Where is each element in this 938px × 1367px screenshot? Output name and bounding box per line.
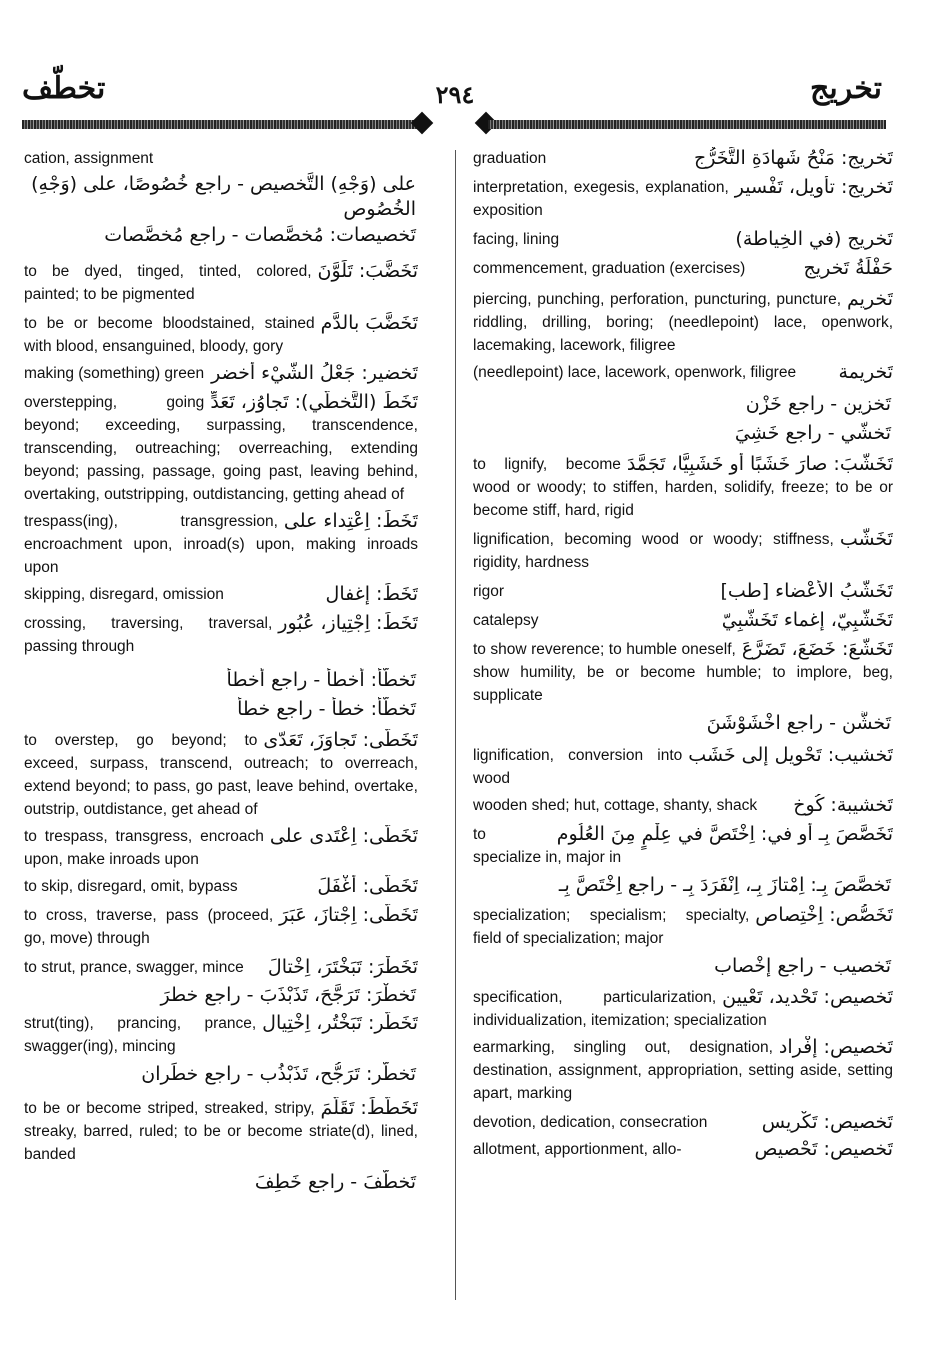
- arabic-headword: تَخَشَّبَ: صارَ خَشَبًا أو خَشَبِيًّا، تَجَمَّدَ: [626, 453, 893, 476]
- arabic-headword: حَفْلَةُ تَخريج: [803, 257, 893, 279]
- dictionary-entry: [24, 391, 418, 506]
- english-definition: lignification, becoming wood or woody; stiffness, rigidity, hardness: [473, 531, 834, 572]
- arabic-cross-reference: تَخطّأ: خطأ - راجع خطأ: [237, 697, 416, 720]
- arabic-headword: تَخَطّى: تَجاوَزَ، تَعَدّى: [263, 729, 418, 752]
- left-running-head: تخطّف: [22, 71, 106, 106]
- dictionary-entry: [24, 362, 418, 385]
- arabic-headword: تَخريمة: [838, 361, 893, 383]
- english-definition: (needlepoint) lace, lacework, openwork, filigree: [473, 364, 797, 381]
- dictionary-entry: [24, 825, 418, 871]
- arabic-cross-reference: تَخزين - راجع خَزْن: [745, 393, 891, 415]
- dictionary-entry: [473, 823, 893, 869]
- arabic-headword: تَخَطّى: اِجْتازَ، عَبَرَ: [279, 904, 418, 927]
- header-rule-right: [488, 120, 886, 129]
- dictionary-entry: [473, 361, 893, 384]
- arabic-headword: تَخريج (في الخِياطة): [735, 228, 893, 250]
- arabic-headword: تَخَضَّبَ بالدَّم: [320, 312, 418, 335]
- english-definition: to strut, prance, swagger, mince: [24, 959, 244, 977]
- arabic-cross-reference: تَخصيب - راجع إخْصاب: [714, 954, 891, 977]
- arabic-headword: تَخَشُّبِيّ، إغماء تَخَشُّبِيّ: [721, 609, 893, 632]
- dictionary-entry: [24, 1170, 418, 1195]
- dictionary-entry: [24, 983, 418, 1008]
- english-definition: rigor: [473, 583, 505, 601]
- arabic-headword: تَخَطْرَ: تَبَخْتَرَ، اِخْتالَ: [267, 956, 418, 979]
- dictionary-entry: [24, 172, 418, 221]
- english-definition: specification, particularization, individualization, itemization; specialization: [473, 989, 767, 1030]
- arabic-headword: تَخصيص: إفْراد: [778, 1036, 893, 1059]
- dictionary-entry: [473, 257, 893, 280]
- english-definition: to overstep, go beyond; to exceed, surpass, transcend, outreach; to overreach, extend beyond; to pass, go past, leave behind, overtake, outstrip, outdistance, get ahead of: [24, 732, 418, 819]
- dictionary-entry: [24, 697, 418, 722]
- arabic-headword: تَخشيبة: كُوخ: [793, 794, 893, 817]
- english-definition: lignification, conversion into wood: [473, 747, 683, 788]
- arabic-headword: تَخريج: تأويل، تَفْسير: [734, 176, 893, 198]
- arabic-headword: تَخريج: مَنْحُ شَهادَةِ التَّخَرُّج: [694, 147, 893, 169]
- dictionary-entry: [24, 612, 418, 658]
- dictionary-entry: [24, 312, 418, 358]
- arabic-headword: تَخَطٍّ: إغفال: [325, 583, 418, 606]
- english-definition: to be dyed, tinged, tinted, colored, painted; to be pigmented: [24, 263, 312, 304]
- english-definition: devotion, dedication, consecration: [473, 1114, 708, 1132]
- english-definition: to show reverence; to humble oneself, show humility, be or become humble; to implore, beg, supplicate: [473, 641, 893, 705]
- arabic-headword: تَخَضَّبَ: تَلَوَّنَ: [317, 260, 418, 283]
- dictionary-entry: [24, 1097, 418, 1166]
- arabic-cross-reference: تَخشّي - راجع خَشِيَ: [734, 421, 891, 444]
- dictionary-entry: [473, 1138, 893, 1161]
- english-definition: crossing, traversing, traversal, passing through: [24, 615, 273, 656]
- dictionary-entry: [473, 1036, 893, 1105]
- right-running-head: تخريج: [810, 71, 882, 106]
- english-definition: to be or become bloodstained, stained with blood, ensanguined, bloody, gory: [24, 315, 315, 356]
- dictionary-entry: [473, 288, 893, 357]
- page-number: ٢٩٤: [435, 80, 475, 109]
- english-definition: piercing, punching, perforation, puncturing, puncture, riddling, drilling, boring; (needlepoint) lace, openwork, lacemaking, lacework, filigree: [473, 291, 893, 354]
- arabic-headword: تَخصيص: تَحْديد، تَعْيين: [722, 986, 893, 1009]
- arabic-cross-reference: على (وَجْهِ) التَّخصيص - راجع خُصُوصًا، على (وَجْهِ) الخُصُوص: [31, 173, 416, 220]
- dictionary-entry: [473, 580, 893, 603]
- english-definition: to skip, disregard, omit, bypass: [24, 878, 238, 896]
- arabic-headword: تَخَطَّطَ: تَقَلَّمَ: [320, 1096, 418, 1119]
- dictionary-entry: [473, 392, 893, 417]
- english-definition: to trespass, transgress, encroach upon, make inroads upon: [24, 828, 264, 869]
- english-definition: to cross, traverse, pass (proceed, go, move) through: [24, 907, 274, 948]
- dictionary-entry: [473, 986, 893, 1032]
- english-definition: allotment, apportionment, allo-: [473, 1141, 682, 1159]
- arabic-cross-reference: تَخطَّفَ - راجع خَطِفَ: [254, 1170, 416, 1193]
- english-definition: facing, lining: [473, 231, 560, 248]
- dictionary-entry: [473, 528, 893, 574]
- dictionary-entry: [473, 638, 893, 707]
- english-definition: cation, assignment: [24, 150, 154, 167]
- arabic-headword: تَخَشُّبُ الأعْضاء [طب]: [720, 580, 893, 603]
- dictionary-entry: [473, 954, 893, 979]
- header-rule-left: [22, 120, 420, 129]
- arabic-headword: تَخريم: [847, 288, 893, 310]
- english-definition: interpretation, exegesis, explanation, exposition: [473, 179, 729, 219]
- english-definition: to be or become striped, streaked, stripy, streaky, barred, ruled; to be or become striate(d), lined, banded: [24, 1099, 418, 1163]
- dictionary-entry: [473, 176, 893, 222]
- dictionary-entry: [473, 228, 893, 251]
- dictionary-entry: [473, 794, 893, 817]
- arabic-cross-reference: تَخطُّر: تَرَجُّح، تَذَبْذُب - راجع خطَران: [141, 1063, 416, 1086]
- dictionary-entry: [473, 147, 893, 170]
- arabic-cross-reference: تَخطْرَ: تَرَجَّحَ، تَذَبْذَبَ - راجع خطرَ: [160, 984, 416, 1007]
- rule-ornament-left: [411, 112, 434, 135]
- dictionary-entry: [24, 147, 418, 170]
- dictionary-entry: [24, 875, 418, 898]
- arabic-headword: تَخصيص: تَكْريس: [761, 1111, 893, 1134]
- left-column: [24, 147, 418, 1195]
- arabic-headword: تَخشيب: تَحْويل إلى خَشَب: [688, 744, 893, 767]
- dictionary-entry: [24, 260, 418, 306]
- english-definition: catalepsy: [473, 612, 539, 630]
- english-definition: overstepping, going beyond; exceeding, surpassing, transcendence, transcending, outreaching; overreaching, extending beyond; passing, passage, going past, leaving behind, overtaking, outstripping, outdistancing, getting ahead of: [24, 394, 418, 504]
- dictionary-entry: [473, 904, 893, 950]
- dictionary-entry: [24, 510, 418, 579]
- english-definition: earmarking, singling out, designation, destination, assignment, appropriation, setting aside, setting apart, marking: [473, 1039, 893, 1103]
- dictionary-entry: [473, 1111, 893, 1134]
- dictionary-entry: [473, 421, 893, 446]
- dictionary-entry: [24, 223, 418, 248]
- dictionary-entry: [473, 711, 893, 736]
- arabic-headword: تَخَشُّب: [839, 528, 893, 551]
- arabic-headword: تَخَصُّص: اِخْتِصاص: [755, 903, 893, 926]
- dictionary-entry: [24, 904, 418, 950]
- dictionary-entry: [473, 873, 893, 898]
- english-definition: strut(ting), prancing, prance, swagger(ing), mincing: [24, 1015, 257, 1056]
- arabic-headword: تَخصيص: تَحْصيص: [754, 1138, 893, 1161]
- dictionary-entry: [473, 609, 893, 632]
- arabic-headword: تَخَطٍّ: اِعْتِداء على: [283, 510, 418, 533]
- arabic-cross-reference: تَخطّأ: أخطأ - راجع أخطأ: [226, 669, 416, 692]
- dictionary-entry: [24, 729, 418, 821]
- english-definition: specialization; specialism; specialty, field of specialization; major: [473, 906, 750, 947]
- english-definition: to lignify, become wood or woody; to stiffen, harden, solidify, freeze; to be or become stiff, hard, rigid: [473, 456, 893, 520]
- english-definition: skipping, disregard, omission: [24, 586, 224, 604]
- dictionary-entry: [24, 583, 418, 606]
- column-divider: [455, 150, 456, 1300]
- arabic-headword: تَخَشَّعَ: خَضَعَ، تَضَرَّعَ: [741, 638, 893, 661]
- dictionary-entry: [24, 668, 418, 693]
- arabic-headword: تَخضير: جَعْلُ الشَّيْء أخضر: [211, 362, 418, 385]
- english-definition: making (something) green: [24, 365, 205, 383]
- english-definition: trespass(ing), transgression, encroachment upon, inroad(s) upon, making inroads upon: [24, 513, 418, 577]
- dictionary-entry: [24, 1062, 418, 1087]
- arabic-headword: تَخَطّى: اِعْتَدى على: [269, 825, 418, 848]
- dictionary-entry: [473, 453, 893, 522]
- arabic-headword: تَخَطّى: أغْفَلَ: [317, 875, 418, 898]
- dictionary-entry: [473, 744, 893, 790]
- english-definition: graduation: [473, 150, 547, 167]
- right-column: [473, 147, 893, 1161]
- english-definition: wooden shed; hut, cottage, shanty, shack: [473, 797, 758, 815]
- arabic-headword: تَخَطٍّ: اِجْتِياز، عُبُور: [278, 612, 418, 635]
- arabic-headword: تَخَصَّصَ بِـ أو في: اِخْتَصَّ في عِلْمٍ مِنَ العُلُوم: [556, 823, 893, 846]
- arabic-cross-reference: تَخصيصات: مُخصَّصات - راجع مُخصَّصات: [104, 224, 416, 247]
- english-definition: to specialize in, major in: [473, 826, 622, 867]
- dictionary-entry: [24, 1012, 418, 1058]
- arabic-cross-reference: تَخشُّن - راجع اخْشَوْشَنَ: [706, 712, 891, 735]
- arabic-headword: تَخَطُّر: تَبَخْتُر، اِخْتِيال: [262, 1012, 418, 1035]
- english-definition: commencement, graduation (exercises): [473, 260, 746, 277]
- dictionary-entry: [24, 956, 418, 979]
- arabic-headword: تَخَطٍّ (التَّخطّي): تَجاوُز، تَعَدٍّ: [210, 391, 418, 414]
- arabic-cross-reference: تَخصَّصَ بِـ: اِمْتازَ بِـ، اِنْفَرَدَ بِـ - راجع اِخْتَصَّ بِـ: [558, 874, 891, 897]
